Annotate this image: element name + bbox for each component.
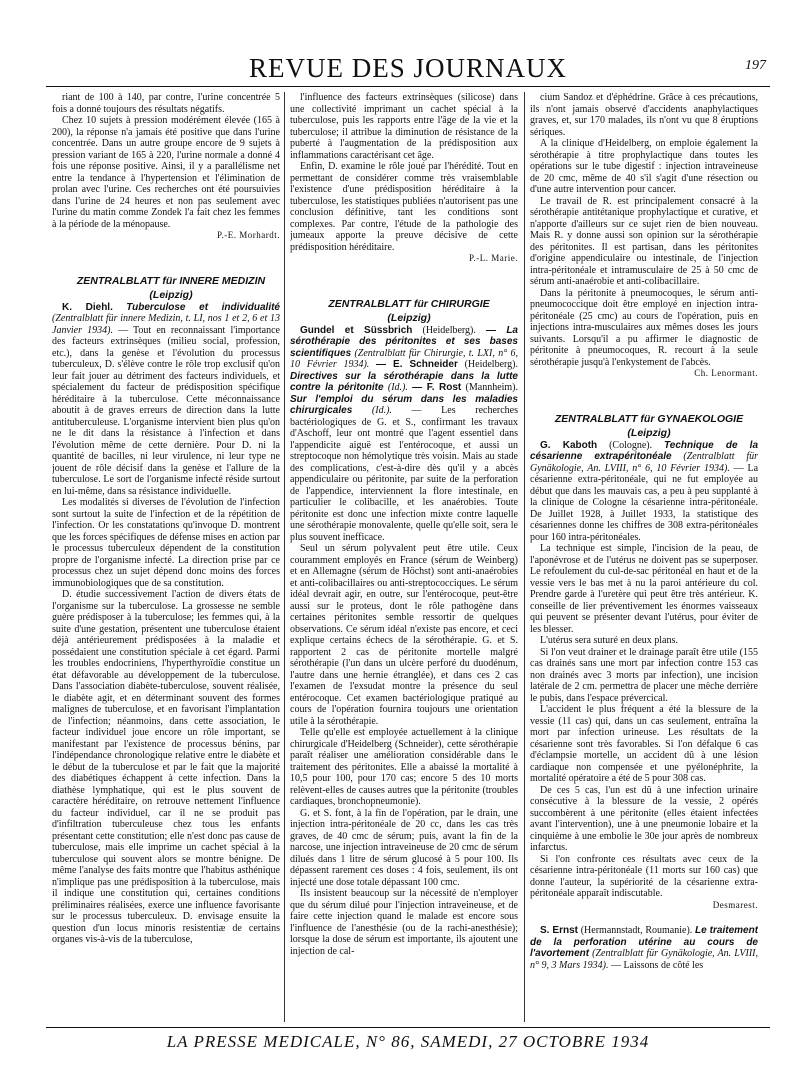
article-title: Le traitement de la perforation utérine au cours de l'avortement bbox=[530, 925, 758, 959]
article-paragraph bbox=[290, 325, 518, 544]
paragraph: L'accident le plus fréquent a été la blessure de la vessie (11 cas) qui, dans un cas seulement, entraîna la mort par infection urineuse. Les résultats de la césarienne sont très favorables. Si l'on défalque 6 cas d'éclampsie mortelle, un accident dû à une lésion cardiaque non compensée et une pyélonéphrite, la mortalité opératoire a été de 5 pour 308 cas. bbox=[530, 704, 758, 784]
article-reference: (Zentralblatt für Gynäkologie, An. LVIII, n° 6, 10 Février 1934). bbox=[530, 451, 758, 474]
paragraph: G. et S. font, à la fin de l'opération, par le drain, une injection intra-péritonéale de 20 cc, dans les cas très graves, de 40 cmc de sérum; puis, avant la fin de la narcose, une injection intraveineuse de 20 cmc de sérum dilués dans 1 litre de sérum glucosé à 5 pour 100. Ils dépassent rarement ces doses : 4 fois, seulement, ils ont injecté une dose totale dépassant 100 cmc. bbox=[290, 807, 518, 888]
article-paragraph bbox=[530, 440, 758, 544]
paragraph: Si l'on confronte ces résultats avec ceux de la césarienne intra-péritonéale (11 morts sur 160 cas) que donne l'auteur, la supériorité de la césarienne extra-péritonéale apparaît indiscutable. bbox=[530, 853, 758, 899]
paragraph: Les modalités si diverses de l'évolution de l'infection sont surtout la suite de l'infection et de la répétition de l'infection. Or les constatations qu'invoque D. montrent que les forces spécifiques de défense mises en action par le processus tuberculeux dépendent de la constitution propre de l'organisme infecté. La direction prise par ce processus chez un sujet dépend donc moins des forces immunobiologiques que de sa constitution. bbox=[52, 497, 280, 589]
paragraph: Dans la péritonite à pneumocoques, le sérum anti-pneumococcique doit être employé en injection intra-péritonéale (25 cmc) au cours de l'opération, puis en injections intra-musculaires aux mêmes doses les jours suivants. Lorsqu'il a pu affirmer le diagnostic de péritonite à pneumocoques, R. recourt à la seule sérothérapie jusqu'à l'enkystement de l'abcès. bbox=[530, 287, 758, 368]
paragraph: cium Sandoz et d'éphédrine. Grâce à ces précautions, ils n'ont jamais observé d'accidents anaphylactiques graves, et, sur 170 malades, ils n'ont vu que 8 éruptions sériques. bbox=[530, 92, 758, 138]
page-footer bbox=[46, 1030, 770, 1054]
article-affiliation: (Cologne). bbox=[609, 439, 653, 451]
author-signature: Desmarest. bbox=[712, 899, 758, 910]
paragraph: Seul un sérum polyvalent peut être utile. Ceux couramment employés en France (sérum de Weinberg) et en Allemagne (sérum de Höchst) sont anti-anaérobies et anti-colibacillaires ou anti-streptococciques. Le sérum idéal devrait agir, en outre, sur l'entérocoque, peut-être aussi sur le proteus, dont le rôle pathogène dans certaines péritonites semble ressortir de quelques observations. Ce sérum idéal n'existe pas encore, et ceci explique certains échecs de la sérothérapie. G. et S. rapportent 2 cas de péritonite mortelle malgré sérothérapie (l'un dans un ulcère perforé du duodénum, l'autre dans une hernie étranglée), et dans ces 2 cas l'examen de l'exsudat montre la présence du seul entérocoque. Cet examen bactériologique pratiqué au cours de l'opération fournira toujours une orientation utile à la sérothérapie. bbox=[290, 543, 518, 727]
paragraph: De ces 5 cas, l'un est dû à une infection urinaire consécutive à la blessure de la vessie, 2 opérés succombèrent à une péritonite (elles étaient infectées avant l'intervention), une à une pneumonie lobaire et la cinquième à une embolie le 30e jour après de nombreux infarctus. bbox=[530, 784, 758, 853]
column-divider bbox=[284, 92, 285, 1022]
paragraph: Si l'on veut drainer et le drainage paraît être utile (155 cas drainés sans une mort par infection contre 153 cas non drainés avec 3 morts par infection), une incision latérale de 2 cm. permettra de placer une mèche derrière le pubis, dans l'espace prévercical. bbox=[530, 646, 758, 704]
article-title: Sur l'emploi du sérum dans les maladies chirurgicales bbox=[290, 393, 518, 416]
article-affiliation: (Hermannstadt, Roumanie). bbox=[580, 925, 693, 936]
paragraph: D. étudie successivement l'action de divers états de l'organisme sur la tuberculose. La grossesse ne semble guère prédisposer à la tuberculose; les femmes qui, à la suite d'une gestation, présentent une tuberculose étaient déjà antérieurement prédisposées à la maladie et possédaient une constitution spéciale à cet égard. Parmi les troubles endocriniens, l'hyperthyroïdie constitue un état défavorable au développement de la tuberculose. Dans l'association diabète-tuberculose, souvent réalisée, le diabète agit, et en déterminant souvent des formes malignes de tuberculose, et en favorisant l'implantation de l'infection; néanmoins, dans cette association, le facteur individuel joue encore un rôle important, se manifestant par l'existence de processus bénins, par l'indépendance chronologique relative entre le diabète et le début de la tuberculose et par le fait que la majorité des diabétiques échappent à cette infection. Dans la diathèse lymphatique, qui est le plus souvent de caractère héréditaire, on retrouve nettement l'influence du facteur individuel, car il ne se produit pas d'infiltration tuberculeuse chez tous les enfants présentant cette constitution; elle n'est donc pas cause de tuberculose, mais elle imprime un cachet spécial à la tuberculose qui souvent alors se montre bénigne. De même l'analyse des faits montre que l'habitus asthénique n'implique pas une prédisposition à la tuberculose, mais il indique une constitution qui, certaines conditions préliminaires réalisées, exerce une influence favorisante sur le processus tuberculeux. D. envisage ensuite la question d'un locus minoris resistentiæ de certains organes vis-à-vis de la tuberculose, bbox=[52, 589, 280, 945]
article-paragraph bbox=[530, 925, 758, 971]
article-author: — F. Rost bbox=[412, 382, 462, 393]
paragraph: Enfin, D. examine le rôle joué par l'hérédité. Tout en permettant de considérer comme très vraisemblable l'existence d'une prédisposition héréditaire à la tuberculose, les statistiques publiées n'autorisent pas une conclusion définitive, tant les conditions sont complexes. Par contre, l'étude de la pathologie des jumeaux apporte la preuve décisive de cette prédisposition héréditaire. bbox=[290, 161, 518, 253]
article-author: — E. Schneider bbox=[376, 359, 458, 370]
article-affiliation: (Mannheim). bbox=[465, 382, 518, 393]
article-reference: (Id.). bbox=[387, 382, 408, 393]
section-heading: ZENTRALBLATT für INNERE MEDIZIN bbox=[76, 274, 266, 287]
footer-rule bbox=[46, 1027, 770, 1028]
article-text: — Les recherches bactériologiques de G. et S., confirmant les travaux d'Aschoff, leur ont montré que l'agent essentiel dans l'appendicite aiguë est l'entérocoque, et aussi un streptocoque non hémolytique très voisin. Mais au stade des complications, c'est-à-dire dès qu'il y a abcès appendiculaire ou péritonite, par suite de la perforation de l'appendice, interviennent la flore intestinale, en particulier le colibacille, et les anaérobies. Toute péritonite est donc une infection mixte contre laquelle une sérothérapie monovalente, quelle qu'elle soit, sera le plus souvent inefficace. bbox=[290, 405, 518, 543]
journal-section-title: REVUE DES JOURNAUX bbox=[248, 53, 567, 83]
article-title: Directives sur la sérothérapie dans la lutte contre la péritonite bbox=[290, 370, 518, 393]
page-number: 197 bbox=[745, 58, 766, 73]
article-text: — Laissons de côté les bbox=[610, 959, 704, 971]
article-author: K. Diehl. bbox=[62, 301, 113, 313]
article-reference: (Zentralblatt für innere Medizin, t. LI, nos 1 et 2, 6 et 13 Janvier 1934). bbox=[52, 313, 280, 336]
article-author: Gundel et Süssbrich bbox=[300, 324, 413, 336]
section-heading: ZENTRALBLATT für CHIRURGIE bbox=[328, 297, 490, 310]
paragraph: L'utérus sera suturé en deux plans. bbox=[540, 635, 678, 646]
column-3 bbox=[530, 92, 758, 1022]
section-city: (Leipzig) bbox=[627, 426, 671, 439]
article-affiliation: (Heidelberg). bbox=[464, 359, 518, 370]
paragraph: Ils insistent beaucoup sur la nécessité de n'employer que du sérum dilué pour l'injection intraveineuse, et de faire cette injection quand le malade est encore sous l'influence de l'anesthésie (ou de la rachi-anesthésie); lorsque la dose de sérum est importante, ils ajoutent une injection de cal- bbox=[290, 888, 518, 957]
article-reference: (Zentralblatt für Chirurgie, t. LXI, n° 6, 10 Février 1934). bbox=[290, 347, 518, 370]
column-2 bbox=[290, 92, 518, 1022]
section-heading: ZENTRALBLATT für GYNAEKOLOGIE bbox=[554, 412, 744, 425]
paragraph: riant de 100 à 140, par contre, l'urine concentrée 5 fois a donné toujours des résultats négatifs. bbox=[52, 92, 280, 115]
article-paragraph bbox=[52, 302, 280, 498]
page-header bbox=[46, 52, 770, 84]
footer-publication-line: LA PRESSE MEDICALE, N° 86, SAMEDI, 27 OCTOBRE 1934 bbox=[166, 1032, 650, 1051]
article-author: G. Kaboth bbox=[540, 439, 598, 451]
author-signature: P.-L. Marie. bbox=[469, 253, 518, 263]
column-divider bbox=[524, 92, 525, 1022]
column-1 bbox=[52, 92, 280, 1022]
section-city: (Leipzig) bbox=[149, 288, 193, 301]
paragraph: Le travail de R. est principalement consacré à la sérothérapie antitétanique prophylactique et curative, et n'apporte d'ailleurs sur ce sujet rien de bien nouveau. Mais R. y donne aussi son opinion sur la sérothérapie des péritonites. Il est partisan, dans les péritonites d'origine appendiculaire ou intestinale, de l'injection intra-péritonéale et intramusculaire de 25 à 50 cmc de sérum anti-anaérobie et anti-colibacillaire. bbox=[530, 195, 758, 287]
article-reference: (Id.). bbox=[371, 405, 392, 416]
paragraph: La technique est simple, l'incision de la peau, de l'aponévrose et de l'utérus ne doivent pas se superposer. Le refoulement du cul-de-sac péritonéal en haut et de la vessie vers le bas met à nu la paroi antérieure du col. Prendre garde à l'uretère qui peut être très antérieur. K. conseille de lier préventivement les énormes vaisseaux qui peuvent se présenter devant l'utérus, pour éviter de les blesser. bbox=[530, 543, 758, 635]
author-signature: Ch. Lenormant. bbox=[694, 368, 758, 378]
header-rule bbox=[46, 86, 770, 87]
article-title: Tuberculose et individualité bbox=[126, 301, 280, 313]
paragraph: Telle qu'elle est employée actuellement à la clinique chirurgicale d'Heidelberg (Schneider), cette sérothérapie paraît réaliser une amélioration considérable dans le traitement des péritonites. Elle a abaissé la mortalité à 10,5 pour 100, pour 170 cas; encore 5 des 10 morts relèvent-elles de causes autres que la péritonite (troubles cardiaques, bronchopneumonie). bbox=[290, 727, 518, 807]
article-author: S. Ernst bbox=[540, 925, 578, 936]
article-reference: (Zentralblatt für Gynäkologie, An. LVIII, n° 9, 3 Mars 1934). bbox=[530, 948, 758, 971]
article-text: — La césarienne extra-péritonéale, qui ne fut employée au début que dans les mauvais cas, a peu à peu supplanté à la clinique de Cologne la césarienne intra-péritonéale. De Juillet 1928, à Juillet 1933, la statistique des césariennes donne les chiffres de 308 extra-péritonéales pour 160 intra-péritonéales. bbox=[530, 462, 758, 543]
paragraph: Chez 10 sujets à pression modérément élevée (165 à 200), la réponse n'a jamais été positive que dans l'urine concentrée. Dans un autre groupe encore de 9 sujets à pression variant de 165 à 220, l'urine normale a donné 4 fois une réponse positive. Ainsi, il y a parallélisme net entre la tendance à l'hypertension et l'élimination de prolan avec l'urine. Ces recherches ont été poursuivies dans l'urine de 24 heures et non pas seulement avec l'urine du matin comme Zondek l'a fait chez les femmes à la période de la ménopause. bbox=[52, 115, 280, 230]
paragraph: A la clinique d'Heidelberg, on emploie également la sérothérapie à titre prophylactique dans toutes les opérations sur le tube digestif : injection intraveineuse de 20 cmc, même de 40 s'il s'agit d'une résection ou d'une autre intervention pour cancer. bbox=[530, 138, 758, 195]
article-affiliation: (Heidelberg). bbox=[422, 324, 476, 336]
section-city: (Leipzig) bbox=[387, 311, 431, 324]
article-text: — Tout en reconnaissant l'importance des facteurs extrinsèques (milieu social, profession, etc.), dans la genèse et l'évolution du processus tuberculeux, D. s'élève contre le rôle trop exclusif qu'on leur fait jouer au détriment des facteurs individuels, et spécialement du facteur de prédisposition spécifique héréditaire à la tuberculose. Cette méconnaissance aboutit à de graves erreurs de direction dans la lutte antituberculeuse. L'organisme intervient bien plus qu'on ne le dit dans la résistance à l'infection et dans l'évolution même de cette dernière. Pour D. ni la quantité de bacilles, ni leur virulence, ni leur type ne jouent de rôle décisif dans la genèse et l'allure de la tuberculose. Le sort de l'organisme infecté réside surtout en lui-même, dans sa résistance individuelle. bbox=[52, 324, 280, 497]
article-title: — La sérothérapie des péritonites et ses bases scientifiques bbox=[290, 324, 518, 359]
article-title: Technique de la césarienne extrapéritonéale bbox=[530, 439, 758, 462]
author-signature: P.-E. Morhardt. bbox=[217, 230, 280, 240]
paragraph: l'influence des facteurs extrinsèques (silicose) dans une collectivité imprimant un cachet spécial à la tuberculose, puis les rapports entre l'âge de la vie et la tuberculose; il attribue la diminution de résistance de la puberté à l'augmentation de la prédisposition aux inflammations caractérisant cet âge. bbox=[290, 92, 518, 161]
